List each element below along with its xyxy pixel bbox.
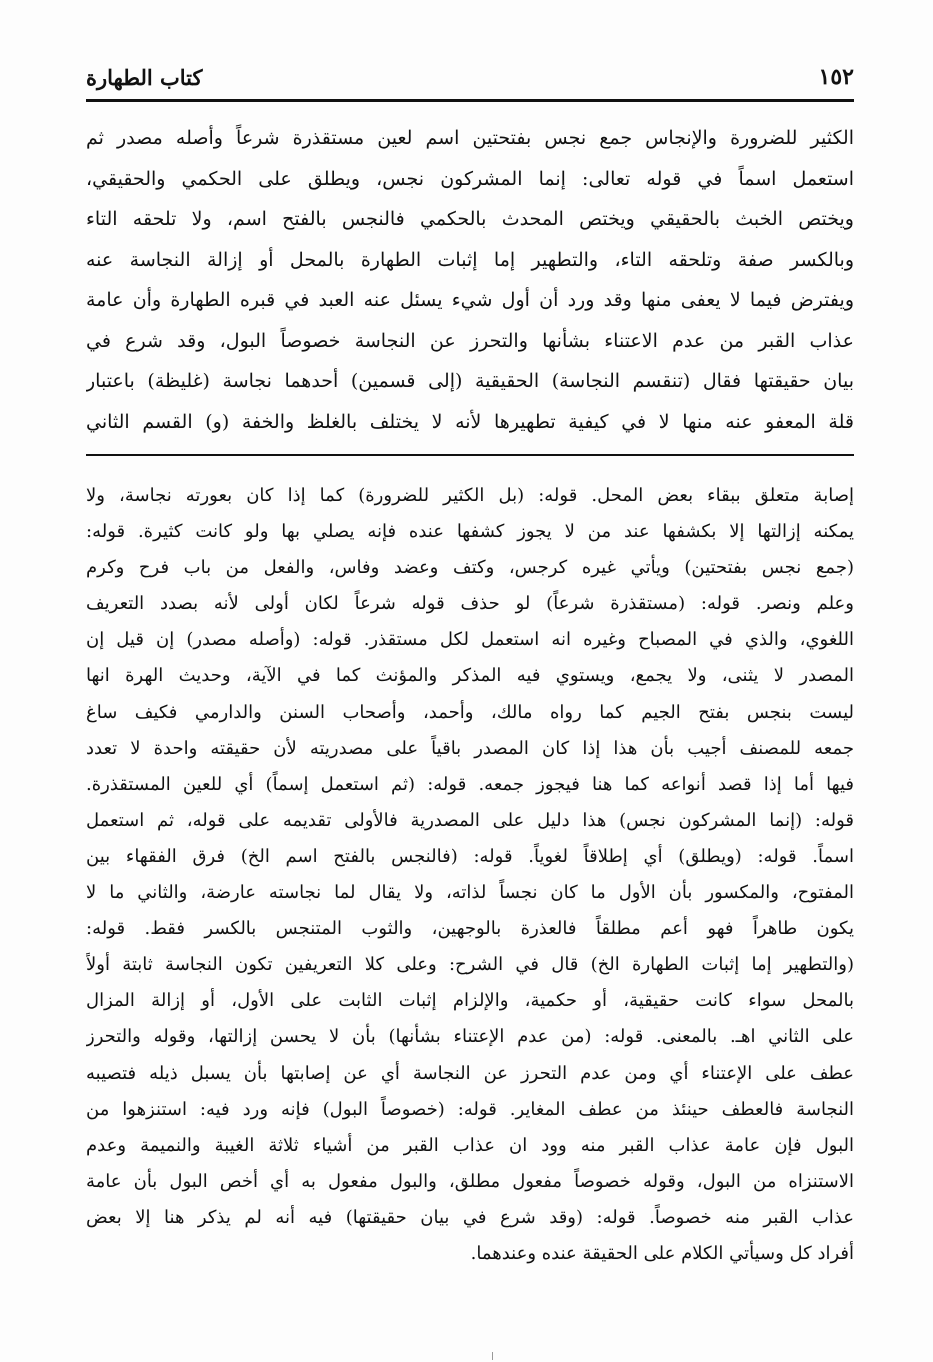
commentary-line: إصابة متعلق ببقاء بعض المحل. قوله: (بل الكثير للضرورة) كما إذا كان بعورته نجاسة، ولا xyxy=(86,485,854,506)
commentary-line: البول فإن عامة عذاب القبر منه وود ان عذاب القبر من أشياء ثلاثة الغيبة والنميمة وعدم xyxy=(86,1134,854,1156)
main-text-line: ويفترض فيما لا يعفى منها وقد ورد أن أول شيء يسئل عنه العبد في قبره الطهارة وأن عامة xyxy=(86,289,854,311)
main-text-line: الكثير للضرورة والإنجاس جمع نجس بفتحتين اسم لعين مستقذرة شرعاً وأصله مصدر ثم xyxy=(86,127,854,149)
header-divider xyxy=(86,99,854,102)
scan-mark xyxy=(492,1352,493,1360)
commentary-line: على الثاني اهـ. بالمعنى. قوله: (من عدم الإعتناء بشأنها) بأن لا يحسن إزالتها، وقوله والتحرز xyxy=(86,1026,854,1048)
main-text-line: استعمل اسماً في قوله تعالى: إنما المشركون نجس، ويطلق على الحكمي والحقيقي، xyxy=(86,167,854,190)
commentary-line: ليست بنجس بفتح الجيم كما رواه مالك، وأحمد، وأصحاب السنن والدارمي فكيف ساغ xyxy=(86,701,854,723)
commentary-line: جمعه للمصنف أجيب بأن هذا إذا كان المصدر باقياً على مصدريته لأن حقيقته واحدة لا تعدد xyxy=(86,737,854,759)
commentary-line: يكون طاهراً فهو أعم مطلقاً فالعذرة بالوجهين، والثوب المتنجس بالكسر فقط. قوله: xyxy=(86,918,854,940)
commentary-line: النجاسة فالعطف حينئذ من عطف المغاير. قوله: (خصوصاً البول) فإنه ورد فيه: استنزهوا من xyxy=(86,1098,854,1120)
main-text-line: وبالكسر صفة وتلحقه التاء، والتطهير إما إثبات الطهارة بالمحل أو إزالة النجاسة عنه xyxy=(86,248,854,271)
commentary-line: عذاب القبر منه خصوصاً. قوله: (وقد شرع في بيان حقيقتها) فيه أنه لم يذكر هنا إلا بعض xyxy=(86,1206,854,1228)
commentary-line: الاستنزاه من البول، وقوله خصوصاً مفعول مطلق، والبول مفعول به أي أخص البول بأن عامة xyxy=(86,1170,854,1192)
commentary-line: عطف على الإعتناء أي ومن عدم التحرز عن النجاسة أي عن إصابتها بأن يسبل ذيله فتصيبه xyxy=(86,1062,854,1084)
main-text-line: ويختص الخبث بالحقيقي ويختص المحدث بالحكمي فالنجس بالفتح اسم، ولا تلحقه التاء xyxy=(86,208,854,230)
commentary-line: (جمع نجس بفتحتين) ويأتي غيره كرجس، وكتف وعضد وفاس، والفعل من باب فرح وكرم xyxy=(86,557,854,579)
main-text-line: بيان حقيقتها فقال (تنقسم النجاسة) الحقيقية (إلى قسمين) أحدهما نجاسة (غليظة) باعتبار xyxy=(86,370,854,392)
main-text-line: قلة المعفو عنه منها لا في كيفية تطهيرها لأنه لا يختلف بالغلظ والخفة (و) القسم الثاني xyxy=(86,410,854,433)
commentary-line: المصدر لا يثنى، ولا يجمع، ويستوي فيه المذكر والمؤنث كما في الآية، وحديث الهرة انها xyxy=(86,665,854,687)
section-divider xyxy=(86,454,854,456)
commentary-line: اسماً. قوله: (ويطلق) أي إطلاقاً لغوياً. قوله: (فالنجس بالفتح اسم الخ) فرق الفقهاء بين xyxy=(86,845,854,867)
page-header xyxy=(86,56,854,90)
main-text-block xyxy=(86,118,854,442)
commentary-block xyxy=(86,478,854,1272)
commentary-line: اللغوي، والذي في المصباح وغيره انه استعمل لكل مستقذر. قوله: (وأصله مصدر) إن قيل إن xyxy=(86,629,854,651)
commentary-line: فيها أما إذا قصد أنواعه كما هنا فيجوز جمعه. قوله: (ثم استعمل إسماً) أي للعين المستقذرة. xyxy=(86,773,854,795)
commentary-line: أفراد كل وسيأتي الكلام على الحقيقة عنده وعندهما. xyxy=(470,1242,854,1264)
commentary-line: (والتطهير إما إثبات الطهارة الخ) قال في الشرح: وعلى كلا التعريفين تكون النجاسة ثابتة أولاً xyxy=(86,954,854,976)
page-number: ١٥٢ xyxy=(818,64,854,90)
commentary-line: يمكنه إزالتها إلا بكشفها عند من لا يجوز كشفها عنده فإنه يصلي بها ولو كانت كثيرة. قوله: xyxy=(86,521,854,543)
book-title: كتاب الطهارة xyxy=(86,65,203,90)
commentary-line: بالمحل سواء كانت حقيقية، أو حكمية، والإلزام إثبات الثابت على الأول، أو إزالة المزال xyxy=(86,990,854,1012)
commentary-line: قوله: (إنما المشركون نجس) هذا دليل على المصدرية فالأولى تقديمه على قوله، ثم استعمل xyxy=(86,809,854,831)
commentary-line: وعلم ونصر. قوله: (مستقذرة شرعاً) لو حذف قوله شرعاً لكان أولى لأنه بصدد التعريف xyxy=(86,593,854,615)
commentary-line: المفتوح، والمكسور بأن الأول ما كان نجساً لذاته، ولا يقال لما نجاسته عارضة، والثاني ما لا xyxy=(86,882,854,904)
main-text-line: عذاب القبر من عدم الاعتناء بشأنها والتحرز عن النجاسة خصوصاً البول، وقد شرع في xyxy=(86,329,854,352)
